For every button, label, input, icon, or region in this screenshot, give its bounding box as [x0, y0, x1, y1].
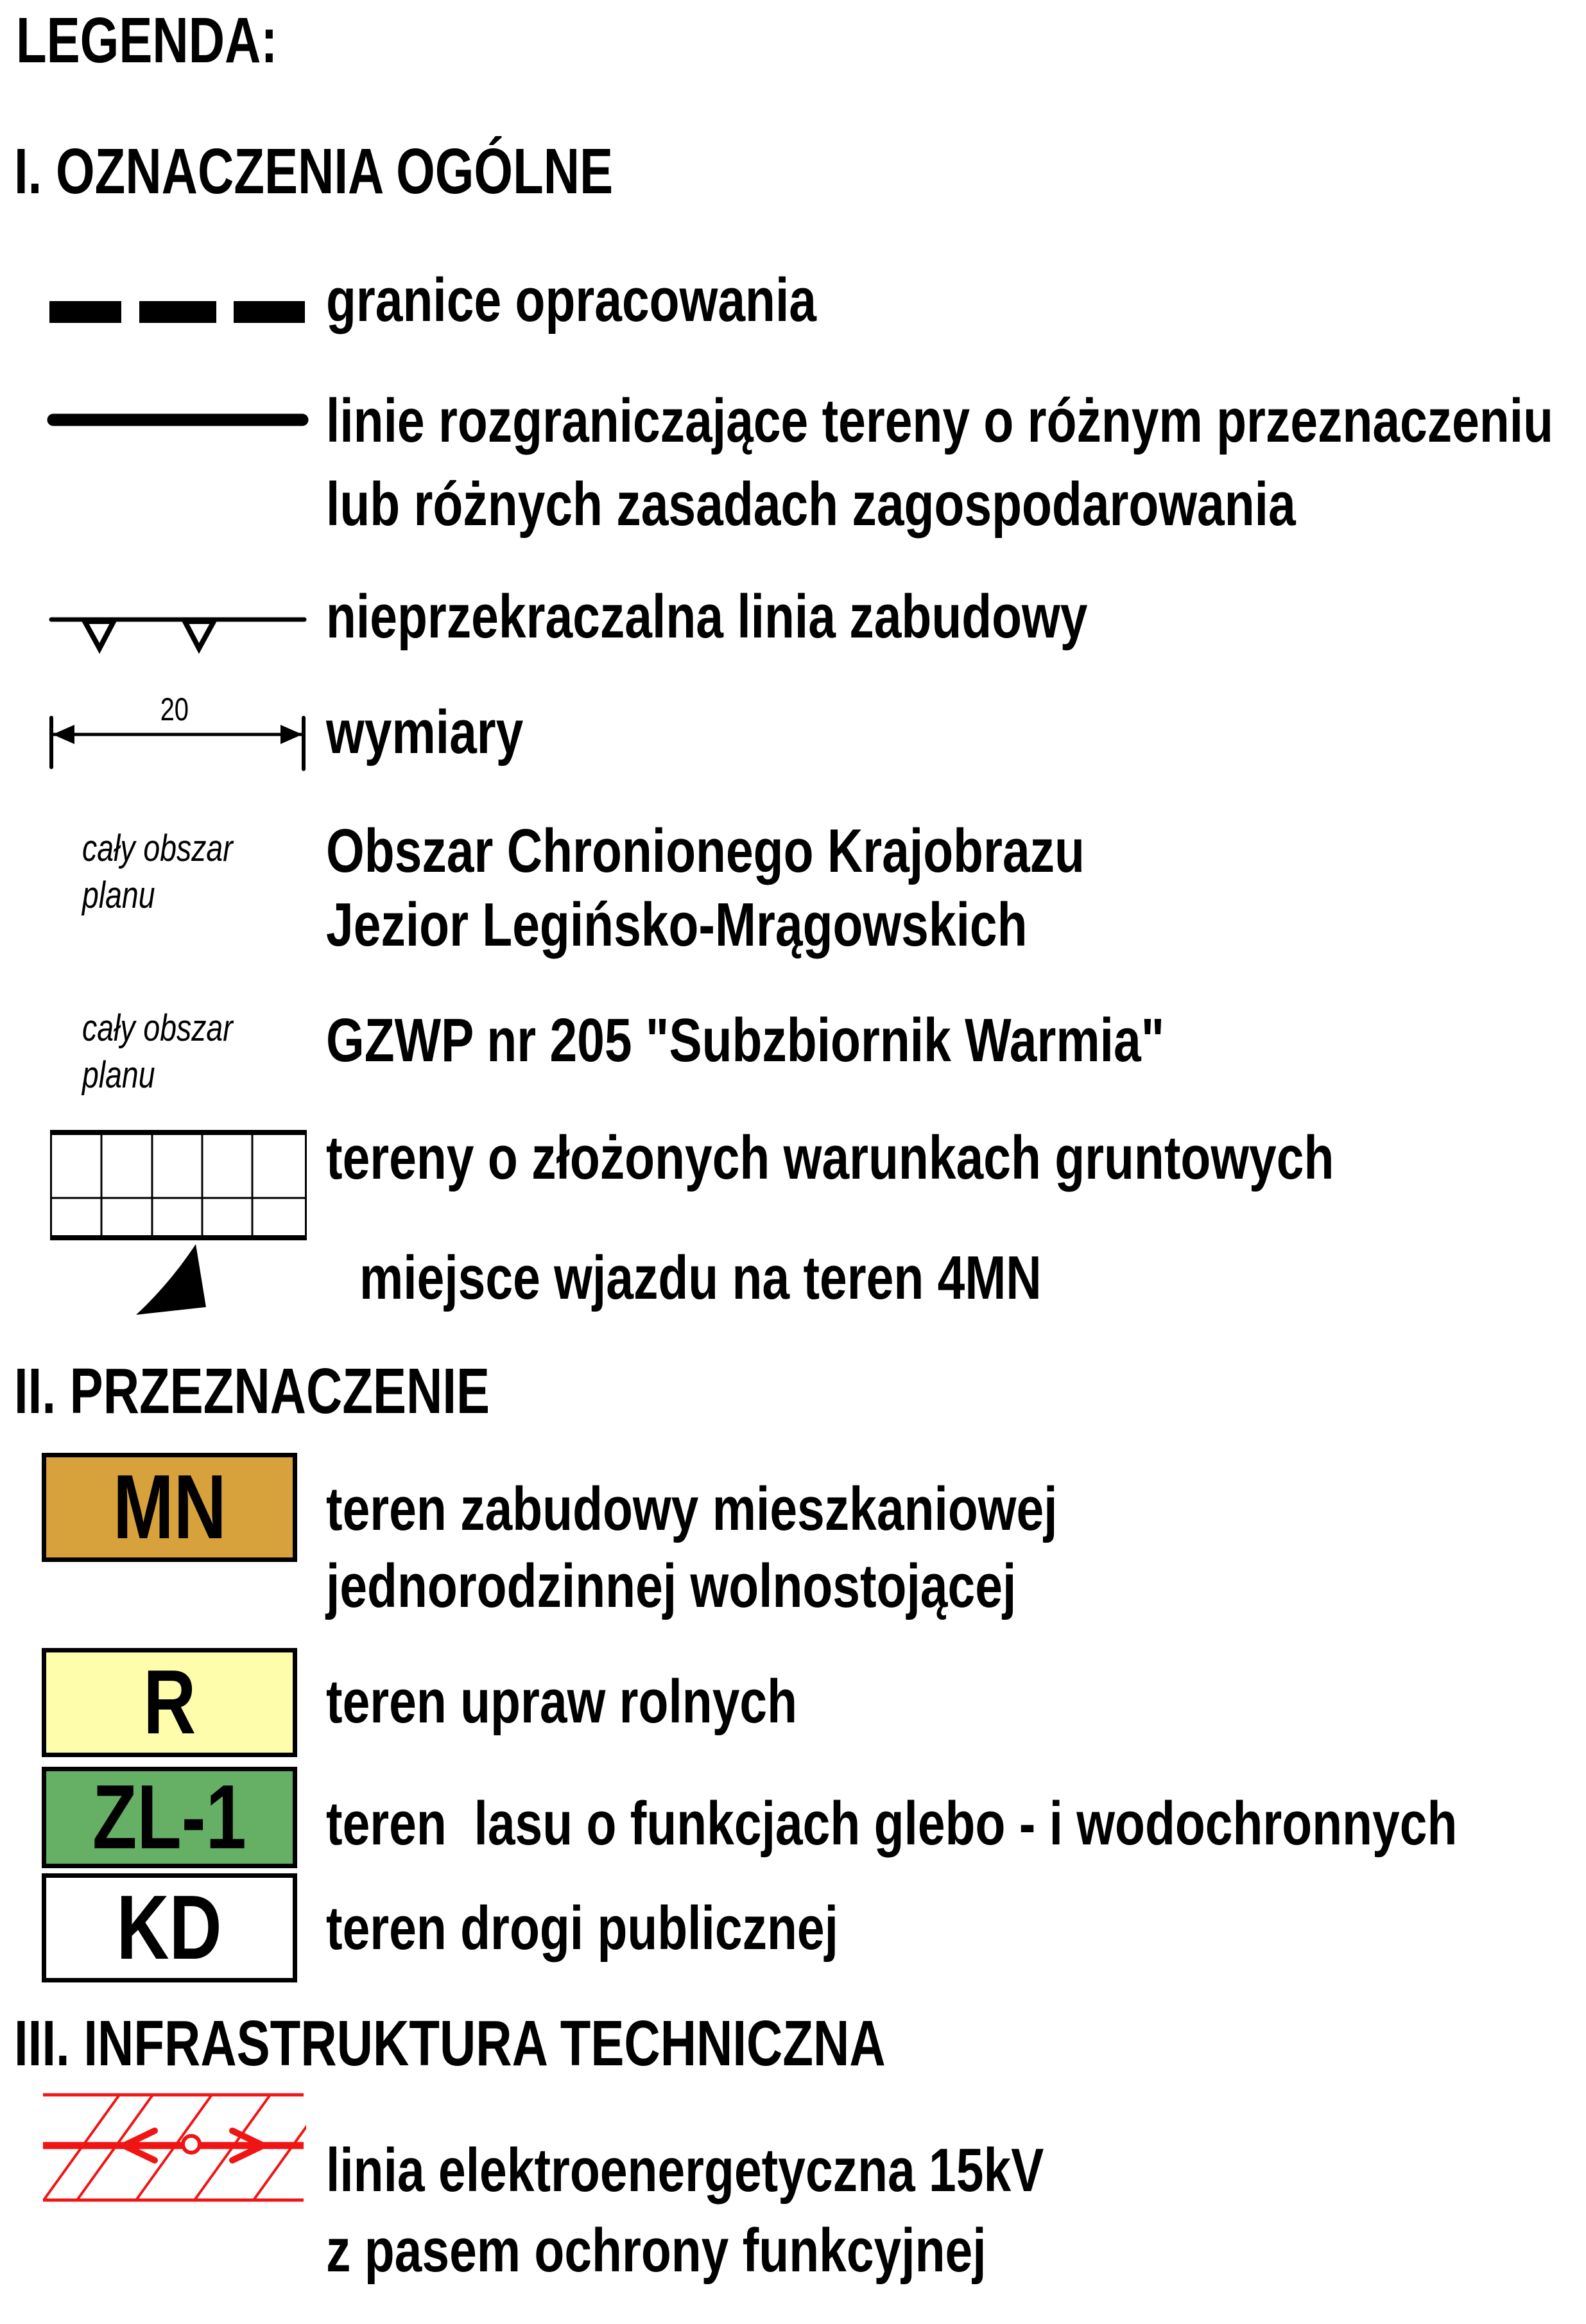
building-line-label: nieprzekraczalna linia zabudowy — [326, 582, 1088, 651]
entrance-label: miejsce wjazdu na teren 4MN — [359, 1244, 1042, 1312]
zone-swatch-r — [42, 1648, 297, 1757]
boundary-dashed-line-icon — [45, 299, 308, 325]
zone-code-kd: KD — [116, 1877, 223, 1979]
zone-swatch-kd — [42, 1873, 297, 1982]
protected-landscape-scope-line1: cały obszar — [82, 828, 233, 869]
zone-swatch-zl1 — [42, 1767, 297, 1868]
power-line-hatched-band-icon — [42, 2090, 306, 2205]
protected-landscape-scope-line2: planu — [82, 874, 155, 916]
entrance-triangle-icon — [128, 1239, 212, 1319]
complex-ground-grid-icon — [50, 1130, 307, 1240]
dividing-lines-label-line1: linie rozgraniczające tereny o różnym przeznaczeniu — [326, 386, 1554, 455]
zone-kd-label: teren drogi publicznej — [326, 1894, 838, 1963]
zone-zl1-label: teren lasu o funkcjach glebo - i wodochronnych — [326, 1789, 1458, 1858]
building-line-icon — [45, 610, 309, 656]
dividing-solid-line-icon — [45, 408, 309, 431]
dimension-value: 20 — [160, 691, 189, 727]
power-line-label-line1: linia elektroenergetyczna 15kV — [326, 2136, 1044, 2205]
complex-ground-label: tereny o złożonych warunkach gruntowych — [326, 1123, 1334, 1192]
zone-swatch-mn — [42, 1453, 297, 1562]
aquifer-scope-line2: planu — [82, 1054, 155, 1096]
legend-title: LEGENDA: — [16, 4, 278, 76]
zone-r-label: teren upraw rolnych — [326, 1667, 798, 1736]
boundary-label: granice opracowania — [326, 266, 816, 334]
dividing-lines-label-line2: lub różnych zasadach zagospodarowania — [326, 470, 1296, 539]
zone-code-zl1: ZL-1 — [92, 1766, 246, 1868]
power-line-label-line2: z pasem ochrony funkcyjnej — [326, 2216, 987, 2285]
aquifer-label: GZWP nr 205 "Subzbiornik Warmia" — [326, 1006, 1165, 1075]
dimension-arrow-icon — [45, 713, 309, 774]
dimension-label: wymiary — [326, 698, 524, 767]
protected-landscape-label-line2: Jezior Legińsko-Mrągowskich — [326, 890, 1028, 959]
zone-mn-label-line2: jednorodzinnej wolnostojącej — [326, 1552, 1017, 1620]
section-heading-infrastructure: III. INFRASTRUKTURA TECHNICZNA — [14, 2007, 886, 2079]
protected-landscape-label-line1: Obszar Chronionego Krajobrazu — [326, 817, 1085, 885]
aquifer-scope-line1: cały obszar — [82, 1007, 233, 1049]
section-heading-general: I. OZNACZENIA OGÓLNE — [14, 135, 614, 207]
zone-code-r: R — [142, 1651, 196, 1753]
section-heading-designation: II. PRZEZNACZENIE — [14, 1355, 490, 1427]
zone-mn-label-line1: teren zabudowy mieszkaniowej — [326, 1475, 1058, 1543]
zone-code-mn: MN — [112, 1456, 227, 1558]
